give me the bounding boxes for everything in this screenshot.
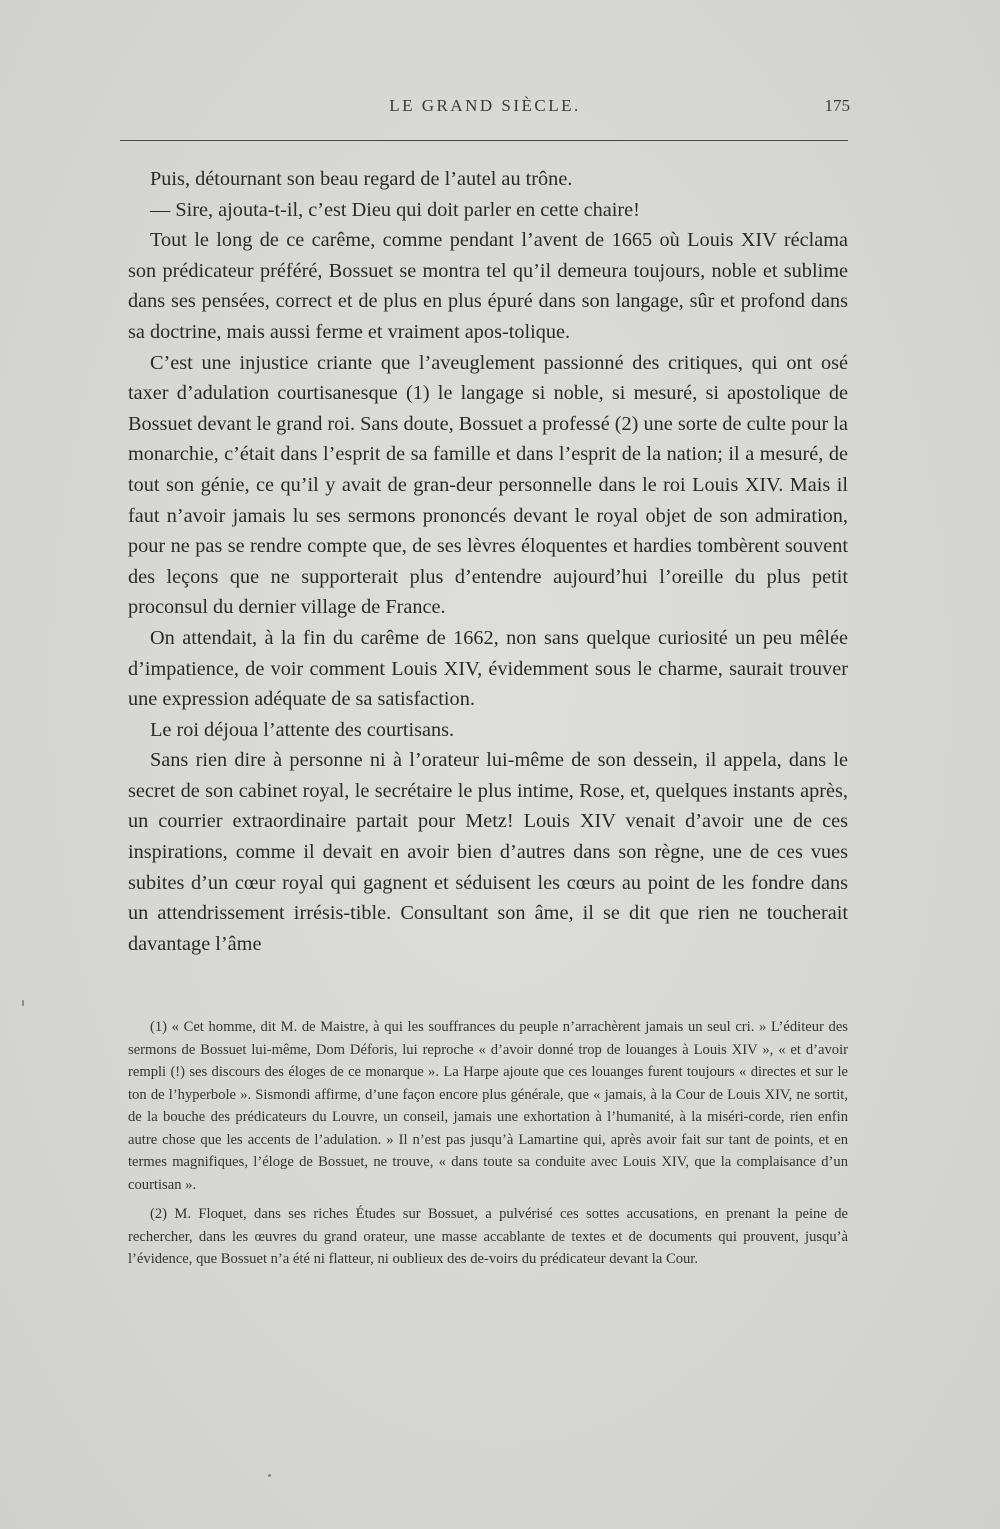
footnotes (128, 1016, 848, 1278)
running-title: LE GRAND SIÈCLE. (389, 96, 581, 115)
paragraph: — Sire, ajouta-t-il, c’est Dieu qui doit parler en cette chaire! (150, 198, 640, 221)
paragraph: Le roi déjoua l’attente des courtisans. (150, 718, 455, 741)
paragraph: C’est une injustice criante que l’aveuglement passionné des critiques, qui ont osé taxer d’adulation courtisanesque (1) le langage si noble, si mesuré, si apostolique de Bossuet devant le grand roi. Sans doute, Bossuet a professé (2) une sorte de culte pour la monarchie, c’était dans l’esprit de sa famille et dans l’esprit de la nation; il a mesuré, de tout son génie, ce qu’il y avait de gran-deur personnelle dans le roi Louis XIV. Mais il faut n’avoir jamais lu ses sermons prononcés devant le royal objet de son admiration, pour ne pas se rendre compte que, de ses lèvres éloquentes et hardies tombèrent souvent des leçons que ne supporterait plus d’entendre aujourd’hui l’oreille du plus petit proconsul du dernier village de France. (128, 351, 848, 619)
paragraph: Sans rien dire à personne ni à l’orateur lui-même de son dessein, il appela, dans le secret de son cabinet royal, le secrétaire le plus intime, Rose, et, quelques instants après, un courrier extraordinaire partait pour Metz! Louis XIV venait d’avoir une de ces inspirations, comme il devait en avoir bien d’autres dans son règne, une de ces vues subites d’un cœur royal qui gagnent et séduisent les cœurs au point de les fondre dans un attendrissement irrésis-tible. Consultant son âme, il se dit que rien ne toucherait davantage l’âme (128, 749, 848, 955)
running-head (120, 96, 850, 126)
footnote: (1) « Cet homme, dit M. de Maistre, à qui les souffrances du peuple n’arrachèrent jamais un seul cri. » L’éditeur des sermons de Bossuet lui-même, Dom Déforis, lui reproche « d’avoir donné trop de louanges à Louis XIV », « et d’avoir rempli (!) ses discours des éloges de ce monarque ». La Harpe ajoute que ces louanges furent toujours « directes et sur le ton de l’hyperbole ». Sismondi affirme, d’une façon encore plus générale, que « jamais, à la Cour de Louis XIV, ne sortit, de la bouche des prédicateurs du Louvre, un conseil, jamais une exhortation à l’humanité, à la miséri-corde, rien enfin autre chose que les accents de l’adulation. » Il n’est pas jusqu’à Lamartine qui, après avoir fait sur tant de points, et en termes magnifiques, l’éloge de Bossuet, ne trouve, « dans toute sa conduite avec Louis XIV, que la complaisance d’un courtisan ». (128, 1019, 848, 1193)
paragraph: Puis, détournant son beau regard de l’autel au trône. (150, 168, 573, 190)
header-rule (120, 140, 848, 141)
footnote: (2) M. Floquet, dans ses riches Études sur Bossuet, a pulvérisé ces sottes accusations, en prenant la peine de rechercher, dans les œuvres du grand orateur, une masse accablante de textes et de documents qui prouvent, jusqu’à l’évidence, que Bossuet n’a été ni flatteur, ni oublieux des de-voirs du prédicateur devant la Cour. (128, 1206, 848, 1267)
paper-speck (268, 1474, 271, 1477)
paragraph: On attendait, à la fin du carême de 1662, non sans quelque curiosité un peu mêlée d’impatience, de voir comment Louis XIV, évidemment sous le charme, saurait trouver une expression adéquate de sa satisfaction. (128, 626, 848, 711)
main-text (128, 164, 848, 959)
paper-speck (22, 1000, 24, 1006)
paragraph: Tout le long de ce carême, comme pendant l’avent de 1665 où Louis XIV réclama son prédicateur préféré, Bossuet se montra tel qu’il demeura toujours, noble et sublime dans ses pensées, correct et de plus en plus épuré dans son langage, sûr et profond dans sa doctrine, mais aussi ferme et vraiment apos-tolique. (128, 229, 848, 343)
page-number: 175 (824, 96, 850, 115)
